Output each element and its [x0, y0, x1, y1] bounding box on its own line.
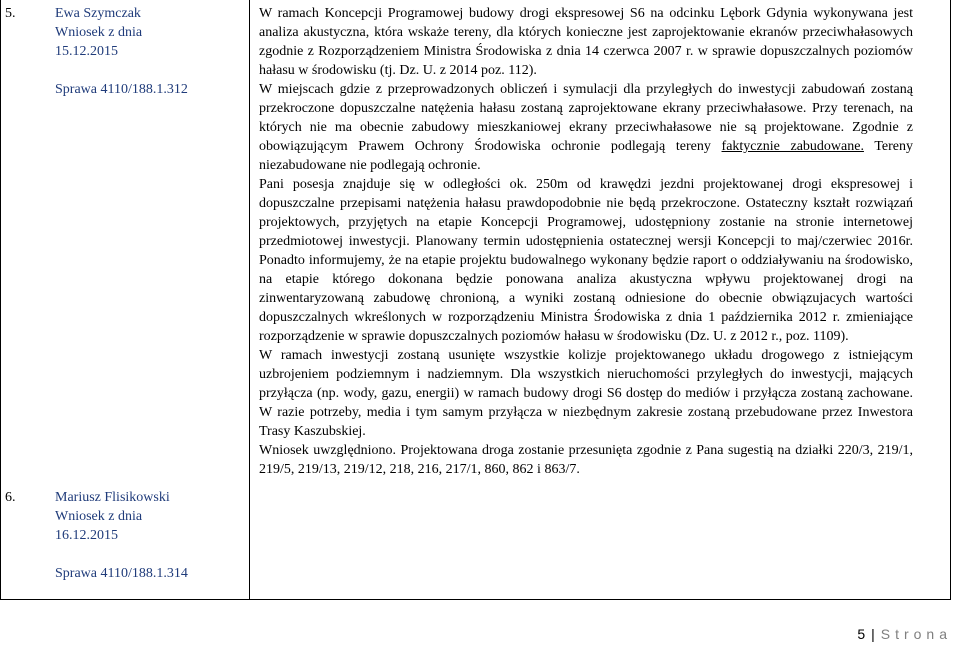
case-reference: Sprawa 4110/188.1.312 — [55, 82, 188, 97]
underlined-phrase: faktycznie zabudowane. — [721, 139, 864, 154]
request-label: Wniosek z dnia — [55, 509, 143, 524]
page-footer — [857, 626, 952, 642]
request-label: Wniosek z dnia — [55, 25, 143, 40]
row-number: 5. — [5, 6, 16, 21]
row-number: 6. — [5, 490, 16, 505]
paragraph-2-tail: Tereny niezabudowane nie podlegają ochronie. — [259, 139, 914, 173]
case-reference: Sprawa 4110/188.1.314 — [55, 566, 188, 581]
row-5-details — [55, 4, 245, 99]
column-divider — [249, 0, 250, 600]
footer-separator: | — [871, 626, 875, 642]
response-paragraph-3: Pani posesja znajduje się w odległości ok. 250m od krawędzi jezdni projektowanej drogi ekspresowej i dopuszczalne przepisami natężenia hałasu prawdopodobnie nie będą przekroczone. Ostateczny kształt rozwiązań projektowych, przyjętych na etapie Koncepcji Programowej, udostępniony zostanie na stronie internetowej przedmiotowej inwestycji. Planowany termin udostępnienia ostatecznej wersji Koncepcji to maj/czerwiec 2016r. Ponadto informujemy, że na etapie projektu budowalnego wykonany będzie raport o oddziaływaniu na środowisko, na etapie którego dokonana będzie ponowana analiza akustyczna wpływu projektowanej drogi na zinwentaryzowaną zabudowę chronioną, a wyniki zostaną odniesione do obecnie obwiązujacych wartości dopuszczalnych wkreślonych w rozporządzeniu Ministra Środowiska z dnia 1 października 2012 r. zmieniające rozporządzenie w sprawie dopuszczalnych poziomów hałasu w środowisku (Dz. U. z 2012 r., poz. 1109). — [259, 177, 913, 344]
row-6-details — [55, 488, 245, 583]
requester-name: Ewa Szymczak — [55, 6, 141, 21]
response-paragraph-2 — [259, 80, 913, 175]
response-text — [259, 4, 913, 479]
paragraph-2-text: W miejscach gdzie z przeprowadzonych obliczeń i symulacji dla przyległych do inwestycji zabudowań zostaną przekroczone dopuszczalne natężenia hałasu zostaną zaprojektowane ekrany przeciwhałasowe. Przy terenach, na których nie ma obecnie zabudowy mieszkaniowej ekrany przeciwhałasowe nie są projektowane. Zgodnie z obowiązującym Prawem Ochrony Środowiska ochronie podlegają tereny — [259, 82, 913, 154]
response-paragraph-5: Wniosek uwzględniono. Projektowana droga zostanie przesunięta zgodnie z Pana sugestią na działki 220/3, 219/1, 219/5, 219/13, 219/12, 218, 216, 217/1, 860, 862 i 863/7. — [259, 443, 913, 477]
response-paragraph-1: W ramach Koncepcji Programowej budowy drogi ekspresowej S6 na odcinku Lębork Gdynia wykonywana jest analiza akustyczna, która wskaże tereny, dla których konieczne jest zaprojektowanie ekranów przeciwhałasowych zgodnie z Rozporządzeniem Ministra Środowiska z dnia 14 czerwca 2007 r. w sprawie dopuszczalnych poziomów hałasu w środowisku (tj. Dz. U. z 2014 poz. 112). — [259, 6, 913, 78]
request-date: 15.12.2015 — [55, 44, 118, 59]
request-date: 16.12.2015 — [55, 528, 118, 543]
page-number: 5 — [857, 626, 866, 642]
requester-name: Mariusz Flisikowski — [55, 490, 170, 505]
page-label: Strona — [880, 626, 952, 642]
response-paragraph-4: W ramach inwestycji zostaną usunięte wszystkie kolizje projektowanego układu drogowego z istniejącym uzbrojeniem podziemnym i nadziemnym. Dla wszystkich nieruchomości przyległych do inwestycji, mających przyłącza (np. wody, gazu, energii) w ramach budowy drogi S6 dostęp do mediów i przyłącza zostaną zachowane. W razie potrzeby, media i tym samym przyłącza w niezbędnym zakresie zostaną przebudowane przez Inwestora Trasy Kaszubskiej. — [259, 348, 913, 439]
